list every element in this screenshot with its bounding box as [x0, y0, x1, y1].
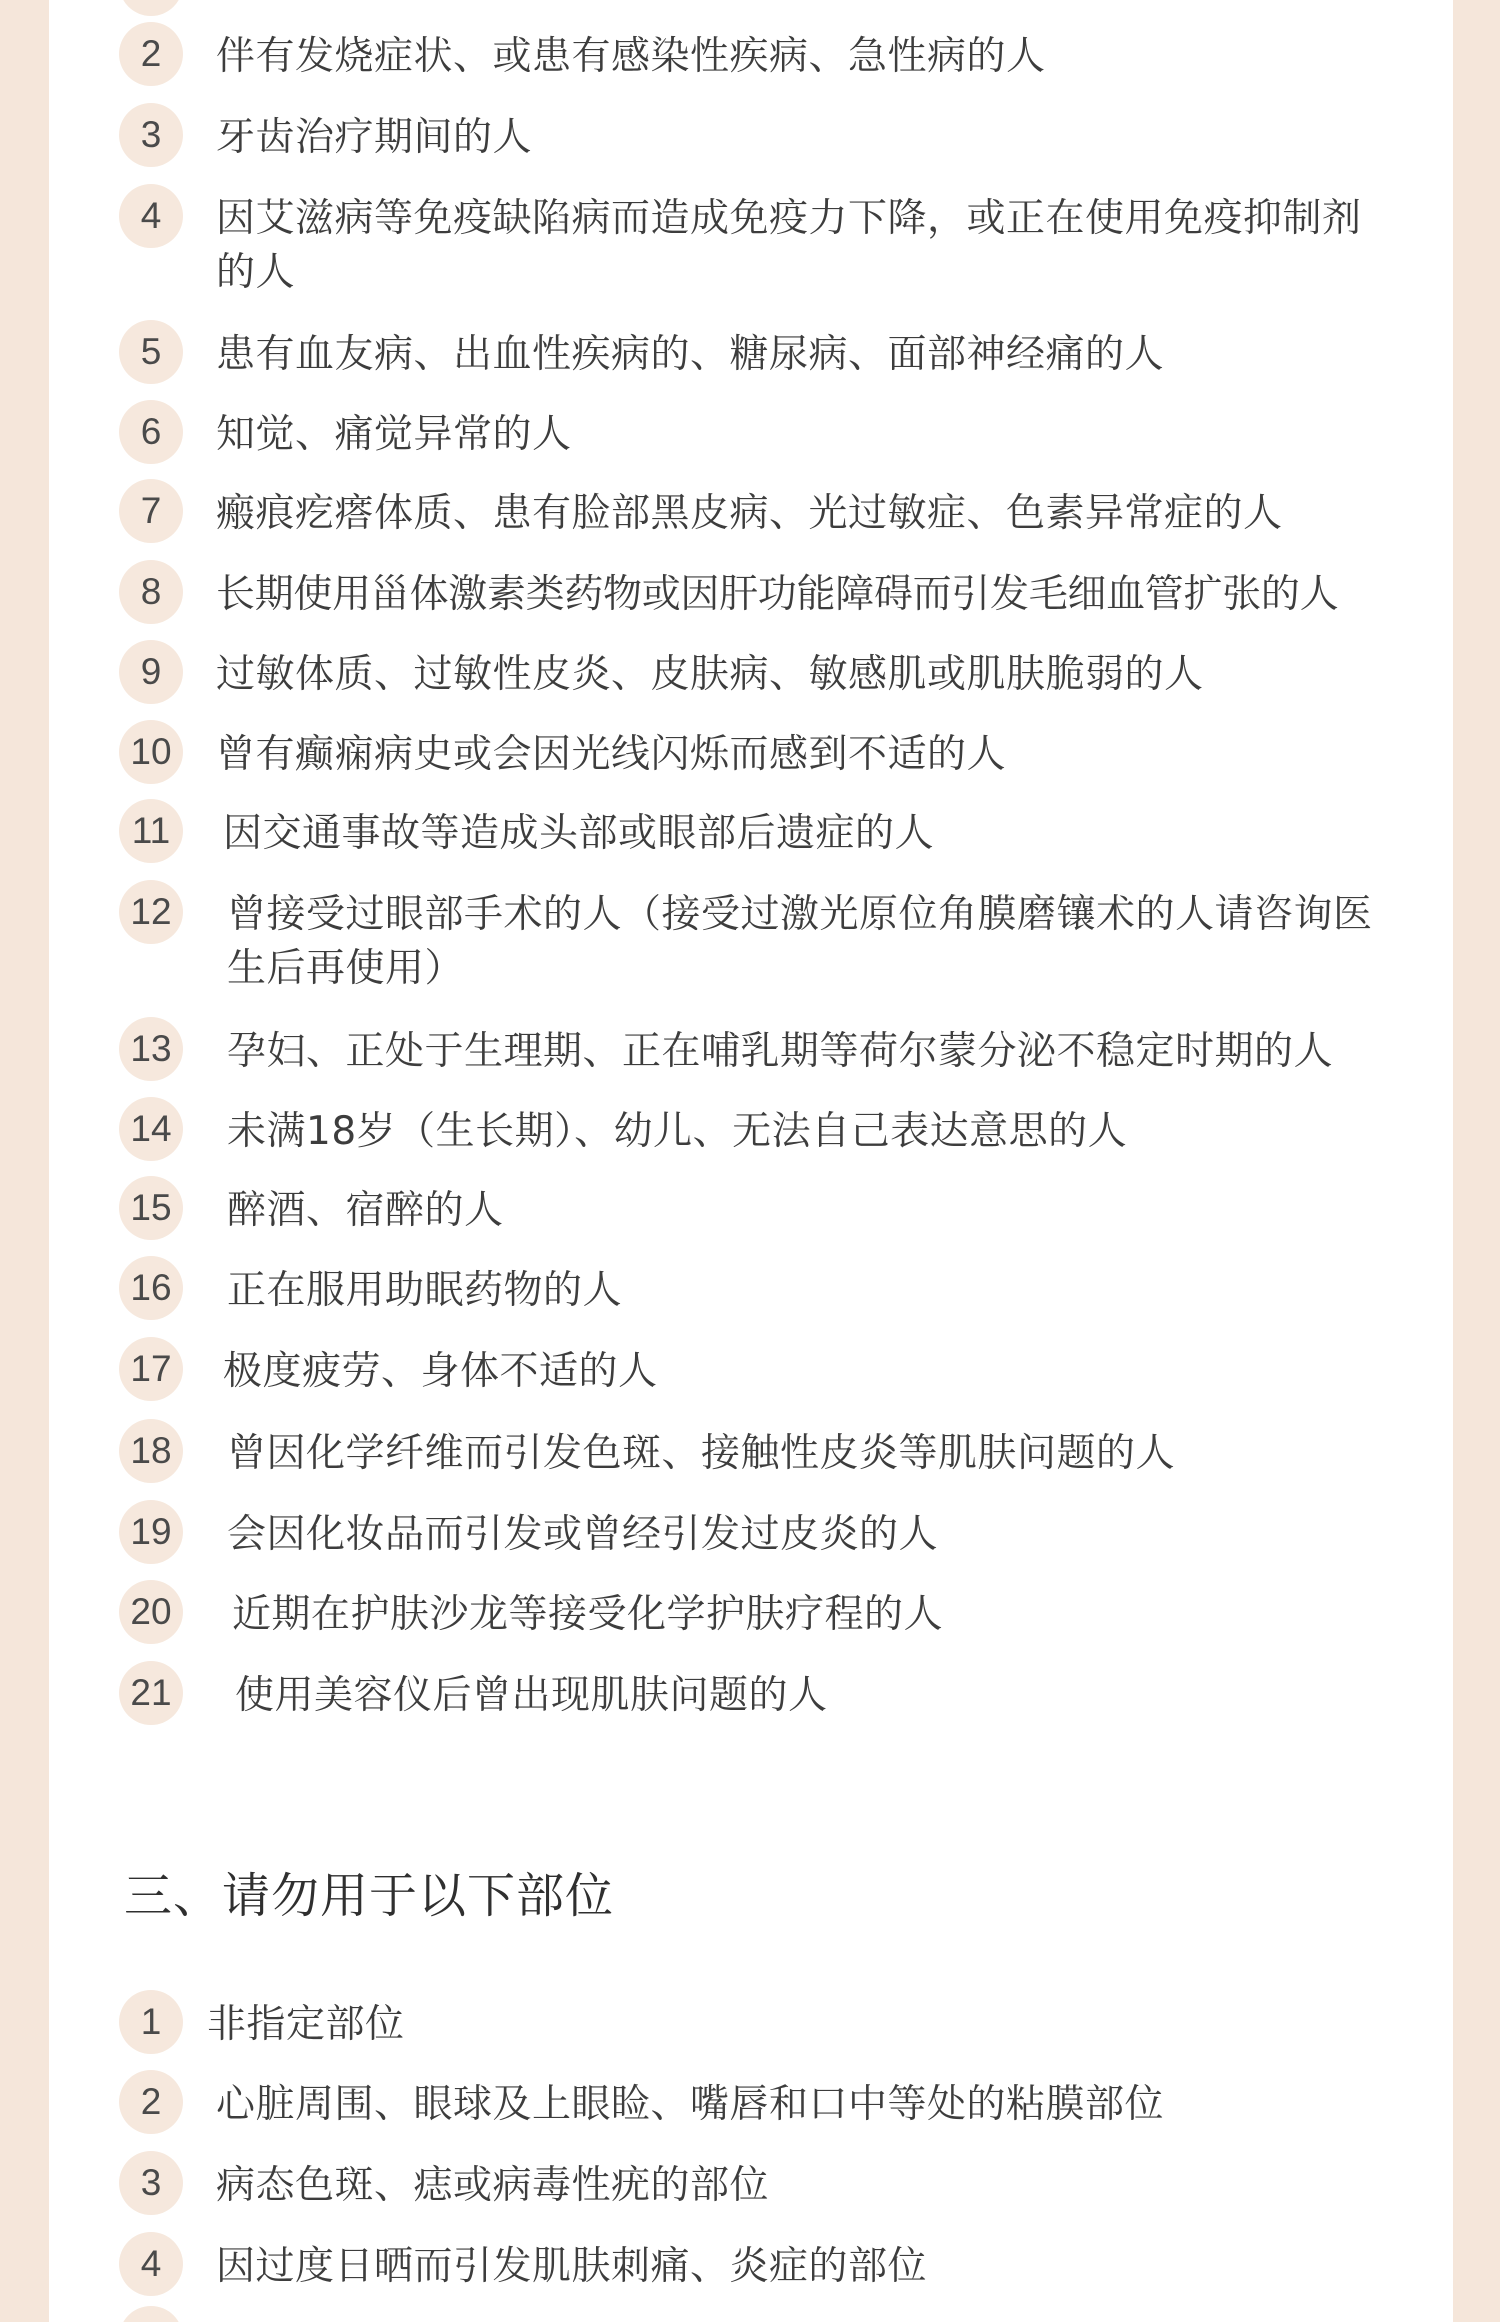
list-item-text: 曾接受过眼部手术的人（接受过激光原位角膜磨镶术的人请咨询医生后再使用）	[227, 892, 1373, 991]
list-item-text: 因交通事故等造成头部或眼部后遗症的人	[223, 811, 935, 856]
number-badge: 7	[119, 479, 183, 543]
number-badge: 10	[119, 720, 183, 784]
number-badge: 14	[119, 1097, 183, 1161]
number-badge: 12	[119, 880, 183, 944]
list-item-text: 会因化妆品而引发或曾经引发过皮炎的人	[227, 1512, 939, 1557]
list-item-text: 孕妇、正处于生理期、正在哺乳期等荷尔蒙分泌不稳定时期的人	[227, 1029, 1334, 1074]
number-badge: 11	[119, 799, 183, 863]
list-item-text: 心脏周围、眼球及上眼睑、嘴唇和口中等处的粘膜部位	[216, 2082, 1165, 2127]
list-item-text: 正在服用助眠药物的人	[227, 1268, 623, 1313]
number-badge: 18	[119, 1419, 183, 1483]
number-badge: 4	[119, 184, 183, 248]
number-badge: 1	[119, 1990, 183, 2054]
list-item-text: 牙齿治疗期间的人	[216, 115, 533, 160]
number-badge: 21	[119, 1661, 183, 1725]
list-item-text: 长期使用甾体激素类药物或因肝功能障碍而引发毛细血管扩张的人	[216, 572, 1339, 617]
number-badge: 2	[119, 2070, 183, 2134]
number-badge: 5	[119, 320, 183, 384]
list-item-text: 使用美容仪后曾出现肌肤问题的人	[235, 1673, 828, 1718]
list-item-text: 伴有发烧症状、或患有感染性疾病、急性病的人	[216, 34, 1046, 79]
number-badge: 16	[119, 1256, 183, 1320]
list-item-text: 因过度日晒而引发肌肤刺痛、炎症的部位	[216, 2244, 928, 2289]
list-item-text: 未满18岁（生长期）、幼儿、无法自己表达意思的人	[227, 1109, 1128, 1154]
list-item-text: 近期在护肤沙龙等接受化学护肤疗程的人	[232, 1592, 944, 1637]
list-item-text: 非指定部位	[207, 2002, 405, 2047]
list-item-text: 极度疲劳、身体不适的人	[223, 1349, 658, 1394]
list-item-text: 曾因化学纤维而引发色斑、接触性皮炎等肌肤问题的人	[227, 1431, 1176, 1476]
list-item-text: 患有血友病、出血性疾病的、糖尿病、面部神经痛的人	[216, 332, 1165, 377]
number-badge: 6	[119, 400, 183, 464]
list-item-text: 病态色斑、痣或病毒性疣的部位	[216, 2163, 770, 2208]
list-item-text: 过敏体质、过敏性皮炎、皮肤病、敏感肌或肌肤脆弱的人	[216, 652, 1204, 697]
number-badge: 13	[119, 1017, 183, 1081]
number-badge: 3	[119, 103, 183, 167]
list-item-text: 曾有癫痫病史或会因光线闪烁而感到不适的人	[216, 732, 1007, 777]
number-badge-partial	[119, 2306, 183, 2322]
list-item-text: 知觉、痛觉异常的人	[216, 412, 572, 457]
content-panel	[49, 0, 1453, 2322]
number-badge: 3	[119, 2151, 183, 2215]
list-item-text: 瘢痕疙瘩体质、患有脸部黑皮病、光过敏症、色素异常症的人	[216, 491, 1283, 536]
list-item-text: 醉酒、宿醉的人	[227, 1188, 504, 1233]
number-badge: 9	[119, 640, 183, 704]
number-badge: 4	[119, 2232, 183, 2296]
number-badge: 20	[119, 1580, 183, 1644]
number-badge-partial	[119, 0, 183, 16]
number-badge: 19	[119, 1500, 183, 1564]
number-badge: 17	[119, 1337, 183, 1401]
number-badge: 2	[119, 22, 183, 86]
number-badge: 15	[119, 1176, 183, 1240]
number-badge: 8	[119, 560, 183, 624]
section-title: 三、请勿用于以下部位	[124, 1868, 615, 1924]
list-item-text: 因艾滋病等免疫缺陷病而造成免疫力下降，或正在使用免疫抑制剂的人	[216, 196, 1362, 295]
